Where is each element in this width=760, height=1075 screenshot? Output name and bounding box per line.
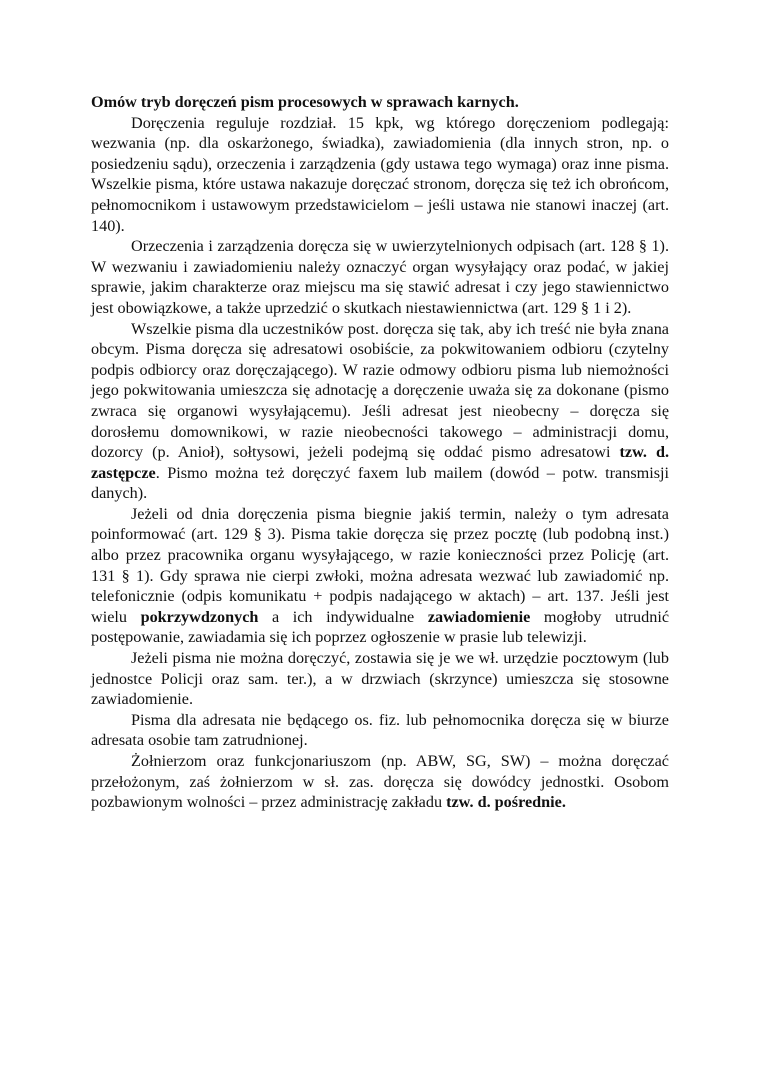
paragraph-rulings-copies [91,236,669,318]
bold-term-indirect-delivery: tzw. d. pośrednie. [446,793,566,812]
paragraph-text: Żołnierzom oraz funkcjonariuszom (np. ABW, SG, SW) – można doręczać przełożonym, zaś żołnierzom w sł. zas. doręcza się dowódcy jednostki. Osobom pozbawionym wolności – przez administrację zakładu [91,752,669,812]
paragraph-delivery-rules [91,113,669,237]
paragraph-text: . Pismo można też doręczyć faxem lub mailem (dowód – potw. transmisji danych). [91,463,669,503]
paragraph-soldiers [91,751,669,813]
paragraph-text: a ich indywidualne [258,607,428,626]
paragraph-deadlines [91,504,669,648]
paragraph-text: Doręczenia reguluje rozdział. 15 kpk, wg którego doręczeniom podlegają: wezwania (np. dla oskarżonego, świadka), zawiadomienia (dla innych stron, np. o posiedzeniu sądu), orzeczenia i zarządzenia (gdy ustawa tego wymaga) oraz inne pisma. Wszelkie pisma, które ustawa nakazuje doręczać stronom, doręcza się też ich obrońcom, pełnomocnikom i ustawowym przedstawicielom – jeśli ustawa nie stanowi inaczej (art. 140). [91,113,669,235]
document-page [91,92,669,813]
bold-term-substitute-delivery: tzw. d. zastępcze [91,443,670,482]
paragraph-text: Pisma dla adresata nie będącego os. fiz. lub pełnomocnika doręcza się w biurze adresata osobie tam zatrudnionej. [91,710,669,750]
bold-term-notification: zawiadomienie [427,607,531,626]
paragraph-text: mogłoby utrudnić postępowanie, zawiadamia się ich poprzez ogłoszenie w prasie lub telewizji. [91,607,670,647]
paragraph-text: Wszelkie pisma dla uczestników post. doręcza się tak, aby ich treść nie była znana obcym. Pisma doręcza się adresatowi osobiście, za pokwitowaniem odbioru (czytelny podpis odbiorcy oraz doręczającego). W razie odmowy odbioru pisma lub niemożności jego pokwitowania umieszcza się adnotację a doręczenie uważa się za dokonane (pismo zwraca się organowi wysyłającemu). Jeśli adresat jest nieobecny – doręcza się dorosłemu domownikowi, w razie nieobecności takowego – administracji domu, dozorcy (p. Anioł), sołtysowi, jeżeli podejmą się oddać pismo adresatowi [91,319,669,462]
paragraph-legal-entities [91,710,669,751]
paragraph-text: Jeżeli od dnia doręczenia pisma biegnie jakiś termin, należy o tym adresata poinformować (art. 129 § 3). Pisma takie doręcza się przez pocztę (lub podobną inst.) albo przez pracownika organu wysyłającego, w razie konieczności przez Policję (art. 131 § 1). Gdy sprawa nie cierpi zwłoki, można adresata wezwać lub zawiadomić np. telefonicznie (odpis komunikatu + podpis nadającego w aktach) – art. 137. Jeśli jest wielu [91,504,669,626]
paragraph-post-office [91,648,669,710]
paragraph-text: Jeżeli pisma nie można doręczyć, zostawia się je we wł. urzędzie pocztowym (lub jednostce Policji oraz sam. ter.), a w drzwiach (skrzynce) umieszcza się stosowne zawiadomienie. [91,649,669,709]
paragraph-text: Orzeczenia i zarządzenia doręcza się w uwierzytelnionych odpisach (art. 128 § 1). W wezwaniu i zawiadomieniu należy oznaczyć organ wysyłający oraz podać, w jakiej sprawie, jakim charakterze oraz miejscu ma się stawić adresat i czy jego stawiennictwo jest obowiązkowe, a także uprzedzić o skutkach niestawiennictwa (art. 129 § 1 i 2). [91,237,669,317]
document-title: Omów tryb doręczeń pism procesowych w sprawach karnych. [91,93,519,111]
bold-term-injured-parties: pokrzywdzonych [140,607,259,626]
paragraph-personal-delivery [91,319,669,504]
